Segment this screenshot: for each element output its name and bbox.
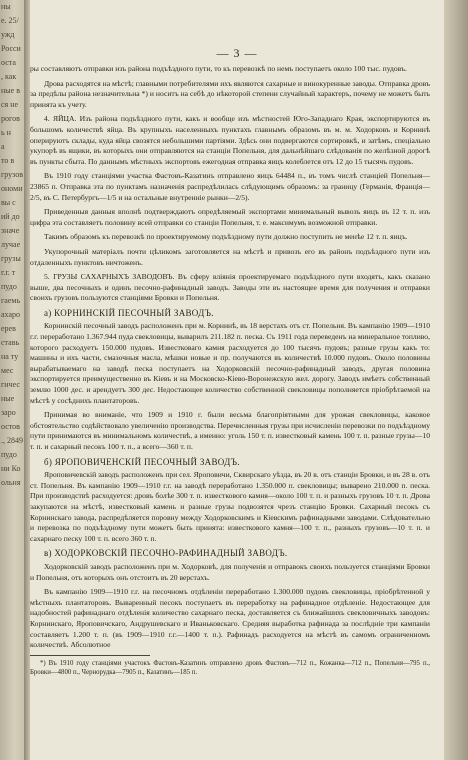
binding-fragment: ные в [1,86,20,95]
paragraph: Дрова расходятся на мѣстѣ; главными потребителями ихъ являются сахарные и винокуренные заводы. Отправка дровъ за предѣлы района незначительна *) и носитъ на себѣ до нѣкоторой степени случайный характеръ, почему не можетъ быть принята къ учету. [30,78,430,109]
binding-fragment: ахаро [1,310,20,319]
binding-fragment: ставь [1,338,20,347]
binding-fragment: грузов [1,170,24,179]
binding-fragment: г.г. т [1,268,16,277]
binding-fragment: а [1,142,5,151]
binding-fragment: вы с [1,198,16,207]
page-number: — 3 — [216,46,258,60]
binding-fragment: на ту [1,352,19,361]
binding-fragment: рогов [1,114,20,123]
document-page [30,0,444,760]
binding-fragment: ольня [1,478,21,487]
binding-fragment: гичес [1,380,20,389]
binding-fragment: лучае [1,240,21,249]
paragraph: Яроповичевскій заводъ расположенъ при сел. Яроповичи, Сквирскаго уѣзда, въ 20 в. отъ станціи Бровки, и въ 28 в. отъ ст. Попельня. Въ кампанію 1909—1910 г.г. на заводѣ переработано 1.350.000 п. свекловицы; выварено 210.000 п. песка. При производствѣ расходуется: дровъ болѣе 300 т. п. известкового камня—около 100 т. п. и разныхъ грузовъ 10 т. п. Дрова закупаются на мѣстѣ, известковый камень и разные грузы подвозятся чрезъ станцію Бровки. Сахарный песокъ съ Корнинскаго завода, распредѣляется поровну между Ходорковскимъ и Кіевскимъ рафинадными заводами. Слѣдовательно и перевозка по подъѣздному пути можетъ быть принята: известкового камня—100 т. п., разныхъ грузовъ—10 т. п. и сахарнаго песку 100 т. п. всего 360 т. п. [30,470,430,543]
binding-fragment: грузы [1,254,21,263]
binding-fragment: ные [1,394,15,403]
binding-fragment: пудо [1,282,17,291]
paragraph: Въ 1910 году станціями участка Фастовъ-Казатинъ отправлено яицъ 64484 п., въ томъ числѣ станціей Попельня—23865 п. Отправка эта по пунктамъ назначенія распредѣлилась слѣдующимъ образомъ: за границу (Германія, Франція—2/5, въ С. Петербургъ—1/5 и на остальные внутренніе рынки—2/5). [30,171,430,202]
paragraph: Приведенныя данныя вполнѣ подтверждаютъ опредѣляемый экспортами минимальный вывозъ яицъ въ 12 т. п. изъ цифра эта составляетъ половину всей отправки со станціи Попельня, т. е. максимумъ возможной отправки. [30,207,430,227]
binding-fragment: то в [1,156,15,165]
binding-fragment: ерев [1,324,16,333]
paragraph: Корнинскій песочный заводъ расположенъ при м. Корнинѣ, въ 18 верстахъ отъ ст. Попельня. Въ кампанію 1909—1910 г.г. переработано 1.367.944 пуда свекловицы, выварилъ 211.182 п. песка. Съ 1911 года переведенъ на минеральное топливо, которого расходуетъ 150.000 пудовъ. Известковаго камня расходуется до 100 тысячъ пудовъ; разные грузы какъ то: машины и ихъ части, смазочныя масла, мѣшки новые и пр. получаются въ количествѣ 10.000 пудовъ. Около половины вырабатываемаго на заводѣ песка поступаетъ на Ходорковскій песочно-рафинадный заводъ, другая половина экспортируется преимущественно въ Кіевъ и на Московско-Кіево-Воронежскую жел. дорогу. Заводъ имѣетъ собственный землю 1000 дес. и арендуетъ 300 дес. Недостающее количество собственной свекловицы пополняется пріобрѣтаемой на мѣстѣ у сосѣднихъ плантаторовъ. [30,321,430,405]
binding-fragment: е. 25/ [1,16,19,25]
page-edge [444,0,468,760]
paragraph: Укупорочный матеріалъ почти цѣликомъ заготовляется на мѣстѣ и привозъ его въ районъ подъѣздного пути изъ отдаленныхъ пунктовъ ничтоженъ. [30,246,430,267]
section-heading: б) ЯРОПОВИЧЕНСКІЙ ПЕСОЧНЫЙ ЗАВОДЪ. [44,456,240,467]
paragraph: Ходорковскій заводъ расположенъ при м. Ходорковѣ, для полученія и отправокъ своихъ пользуется станціями Бровки и Попельня, отъ которыхъ онъ отстоитъ въ 20 верстахъ. [30,561,430,582]
binding-fragment: Росси [1,44,21,53]
paragraph: 4. ЯЙЦА. Изъ района подъѣздного пути, какъ и вообще изъ мѣстностей Юго-Западнаго Края, экспортируются въ большомъ количествѣ яйца. Въ крупныхъ населенныхъ пунктахъ главнымъ образомъ въ м. м. Ходорковъ и Корнинѣ оперируютъ склады, куда яйца свозятся небольшими партіями. Здѣсь они подвергаются сортировкѣ, и затѣмъ, спеціально укупорѣ въ ящики, въ которыхъ они отправляются на станціи Попельня, для дальнѣйшаго слѣдованія по желѣзной дорогѣ въ пункты сбыта. По даннымъ мѣстныхъ экспортовъ ежегодная отправка яицъ колеблется отъ 12 до 15 тысячъ пудовъ. [30,114,430,166]
page-body [30,64,430,677]
footnote: *) Въ 1910 году станціями участокъ Фастовъ-Казатинъ отправлено дровъ Фастовъ—712 п., Кожанка—712 п., Попельня—795 п., Бровки—4800 п., Чернорудка—7905 п., Казатинъ—185 п. [30,659,430,676]
binding-fragment: гаемь [1,296,21,305]
paragraph: Въ кампанію 1909—1910 г.г. на песочномъ отдѣленіи переработано 1.300.000 пудовъ свекловицы, пріобрѣтенной у мѣстныхъ плантаторовъ. Вываренный песокъ поступаетъ въ переработку на рафинадное отдѣленіе. Недостающее для надобностей рафинаднаго отдѣленія количество сахарнаго песка, доставляется съ ближайшихъ свекловичныхъ заводовъ: Корнинскаго, Яроповичскаго, Андрушевскаго и Иваньковскаго. Средняя выработка рафинада за послѣдніе три кампаніи составляетъ 1.200 т. п. (въ 1909—1910 г.г.—1400 т. п.). Рафинадъ расходуется на мѣстѣ въ самомъ ограниченномъ количествѣ. Абсолютное [30,587,430,650]
binding-fragment: ь н [1,128,11,137]
binding-fragment: ий до [1,212,20,221]
section-heading: а) КОРНИНСКІЙ ПЕСОЧНЫЙ ЗАВОДЪ. [44,307,214,318]
binding-fragment: ны [1,2,11,11]
binding-fragment: ни Ко [1,464,21,473]
paragraph: Такимъ образомъ къ перевозкѣ по проектируемому подъѣздному пути должно поступить не менѣе 12 т. п. яицъ. [44,232,408,242]
paragraph: 5. ГРУЗЫ САХАРНЫХЪ ЗАВОДОВЪ. Въ сферу вліянія проектируемаго подъѣздного пути входятъ, какъ сказано выше, два песочныхъ и одинъ песочно-рафинадный заводъ. Заводы эти въ настоящее время для получения и отправки своихъ грузовъ пользуются станціями Бровки и Попельня. [30,272,430,303]
binding-fragment: остов [1,422,20,431]
binding-fragment: ужд [1,30,15,39]
binding-fragment: оста [1,58,16,67]
binding-fragment: значе [1,226,20,235]
binding-fragment: заро [1,408,16,417]
binding-fragment: мес [1,366,14,375]
footnote-rule [30,655,150,656]
paragraph: ры составляютъ отправки изъ района подъѣздного пути, то къ перевозкѣ по немъ поступаетъ около 100 тыс. пудовъ. [30,64,407,73]
binding-fragment: ., 2849 [1,436,23,445]
binding-fragment: , как [1,72,17,81]
binding-fragment: ся не [1,100,19,109]
adjacent-page-binding [0,0,24,760]
section-heading: в) ХОДОРКОВСКІЙ ПЕСОЧНО-РАФИНАДНЫЙ ЗАВОДЪ. [44,548,288,559]
binding-fragment: пудо [1,450,17,459]
paragraph: Принимая во вниманіе, что 1909 и 1910 г. были весьма благопріятными для урожая свекловицы, каковое обстоятельство содѣйствовало увеличенію производства. Перечисленныя грузы при исчисленіи перевозки по подъѣздному пути принимаются въ минимальномъ количествѣ, а именно: уголь 150 т. п. известковый камень 100 т. п. разные грузы—10 т. п. и сахарный песокъ 100 т. п., а всего—360 т. п. [30,410,430,451]
binding-fragment: ономи [1,184,23,193]
